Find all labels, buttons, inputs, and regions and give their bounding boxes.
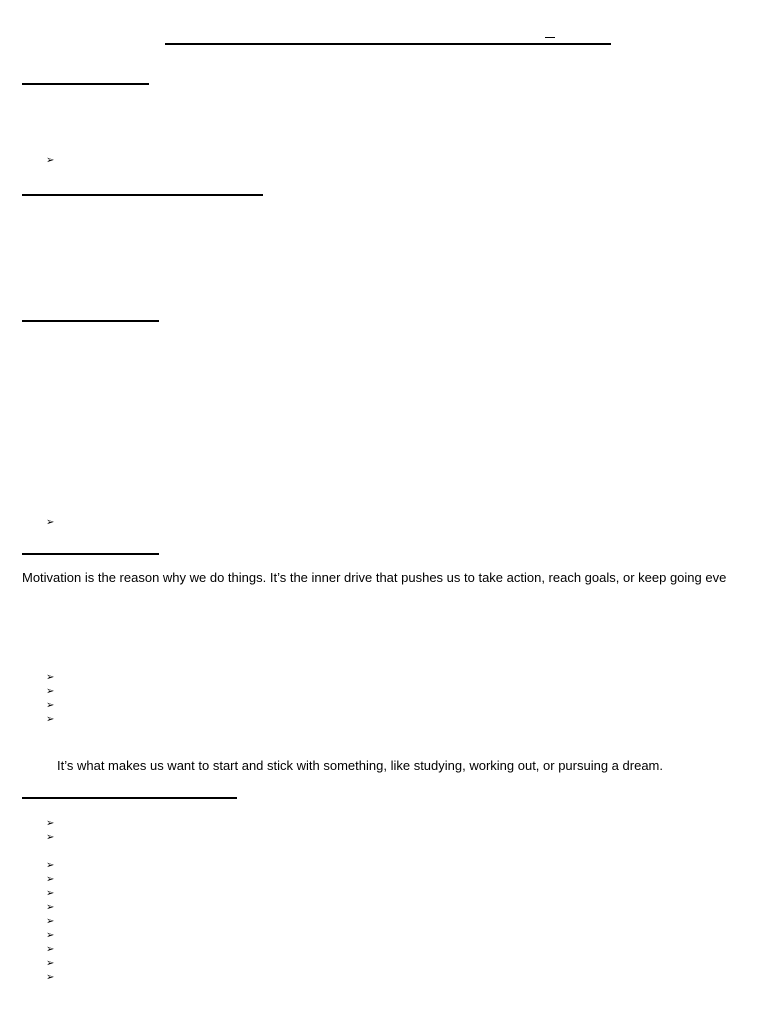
motivation-summary-paragraph: It’s what makes us want to start and stick with something, like studying, working out, or pursuing a dream. xyxy=(57,758,663,773)
title-underscore xyxy=(545,37,555,38)
arrowhead-bullet-icon: ➢ xyxy=(46,700,55,711)
section-4-heading-underline xyxy=(22,553,159,555)
arrowhead-bullet-icon: ➢ xyxy=(46,874,55,885)
motivation-intro-paragraph: Motivation is the reason why we do things. It’s the inner drive that pushes us to take action, reach goals, or keep going eve xyxy=(22,570,727,585)
arrowhead-bullet-icon: ➢ xyxy=(46,155,55,166)
arrowhead-bullet-icon: ➢ xyxy=(46,972,55,983)
arrowhead-bullet-icon: ➢ xyxy=(46,672,55,683)
arrowhead-bullet-icon: ➢ xyxy=(46,686,55,697)
arrowhead-bullet-icon: ➢ xyxy=(46,517,55,528)
arrowhead-bullet-icon: ➢ xyxy=(46,902,55,913)
section-3-heading-underline xyxy=(22,320,159,322)
title-underline xyxy=(165,43,611,45)
arrowhead-bullet-icon: ➢ xyxy=(46,818,55,829)
arrowhead-bullet-icon: ➢ xyxy=(46,888,55,899)
arrowhead-bullet-icon: ➢ xyxy=(46,944,55,955)
arrowhead-bullet-icon: ➢ xyxy=(46,714,55,725)
arrowhead-bullet-icon: ➢ xyxy=(46,860,55,871)
arrowhead-bullet-icon: ➢ xyxy=(46,832,55,843)
section-1-heading-underline xyxy=(22,83,149,85)
section-5-heading-underline xyxy=(22,797,237,799)
section-2-heading-underline xyxy=(22,194,263,196)
arrowhead-bullet-icon: ➢ xyxy=(46,930,55,941)
arrowhead-bullet-icon: ➢ xyxy=(46,916,55,927)
arrowhead-bullet-icon: ➢ xyxy=(46,958,55,969)
